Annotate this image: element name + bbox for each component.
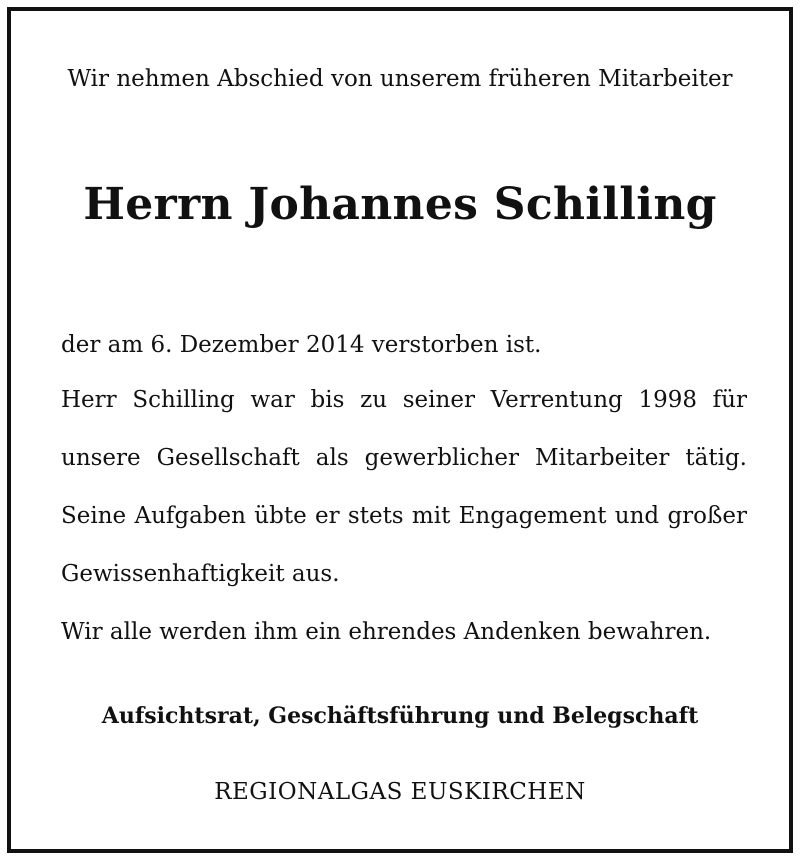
tribute-line: Gewissenhaftigkeit aus.: [61, 561, 340, 587]
tribute-line: Herr Schilling war bis zu seiner Verrentung 1998 für: [61, 387, 747, 413]
company-name: REGIONALGAS EUSKIRCHEN: [214, 779, 586, 805]
deceased-name: Herrn Johannes Schilling: [83, 179, 717, 230]
intro-text: Wir nehmen Abschied von unserem früheren Mitarbeiter: [67, 66, 733, 92]
signers-text: Aufsichtsrat, Geschäftsführung und Belegschaft: [101, 703, 699, 729]
closing-text: Wir alle werden ihm ein ehrendes Andenken bewahren.: [61, 619, 712, 645]
tribute-line: Seine Aufgaben übte er stets mit Engagement und großer: [61, 503, 747, 529]
tribute-paragraph: [61, 371, 747, 603]
death-date-text: der am 6. Dezember 2014 verstorben ist.: [61, 332, 542, 358]
obituary-notice: [7, 7, 793, 853]
tribute-line: unsere Gesellschaft als gewerblicher Mitarbeiter tätig.: [61, 445, 747, 471]
